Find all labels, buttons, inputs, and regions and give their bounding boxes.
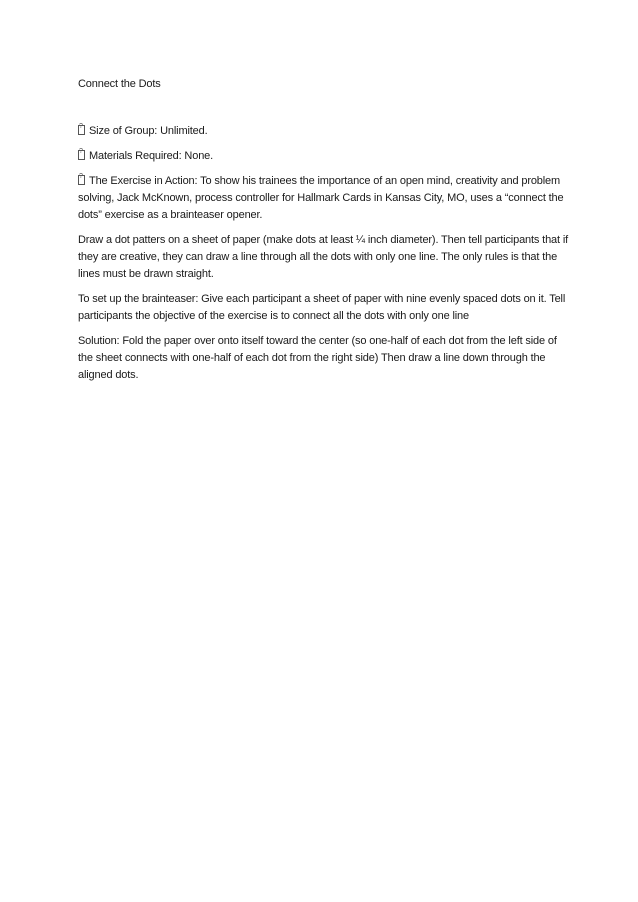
missing-glyph-icon: [78, 150, 85, 160]
bullet-item-materials: [78, 148, 568, 165]
paragraph-instructions: Draw a dot patters on a sheet of paper (make dots at least ¼ inch diameter). Then tell participants that if they are creative, they can draw a line through all the dots with only one line. The only rules is that the lines must be drawn straight.: [78, 234, 569, 280]
bullet-text: Materials Required: None.: [89, 150, 214, 162]
paragraph-setup: To set up the brainteaser: Give each participant a sheet of paper with nine evenly spaced dots on it. Tell participants the objective of the exercise is to connect all the dots with only one line: [78, 293, 566, 322]
document-body: [78, 76, 568, 392]
bullet-item-exercise: [78, 173, 568, 224]
missing-glyph-icon: [78, 125, 85, 135]
bullet-text: Size of Group: Unlimited.: [89, 125, 208, 137]
paragraph-solution: Solution: Fold the paper over onto itself toward the center (so one-half of each dot from the left side of the sheet connects with one-half of each dot from the right side) Then draw a line down through the aligned dots.: [78, 335, 557, 381]
bullet-text: The Exercise in Action: To show his trainees the importance of an open mind, creativity and problem solving, Jack McKnown, process controller for Hallmark Cards in Kansas City, MO, uses a “connect the dots” exercise as a brainteaser opener.: [78, 175, 564, 221]
bullet-item-group-size: [78, 123, 568, 140]
missing-glyph-icon: [78, 175, 85, 185]
document-title: Connect the Dots: [78, 78, 161, 90]
